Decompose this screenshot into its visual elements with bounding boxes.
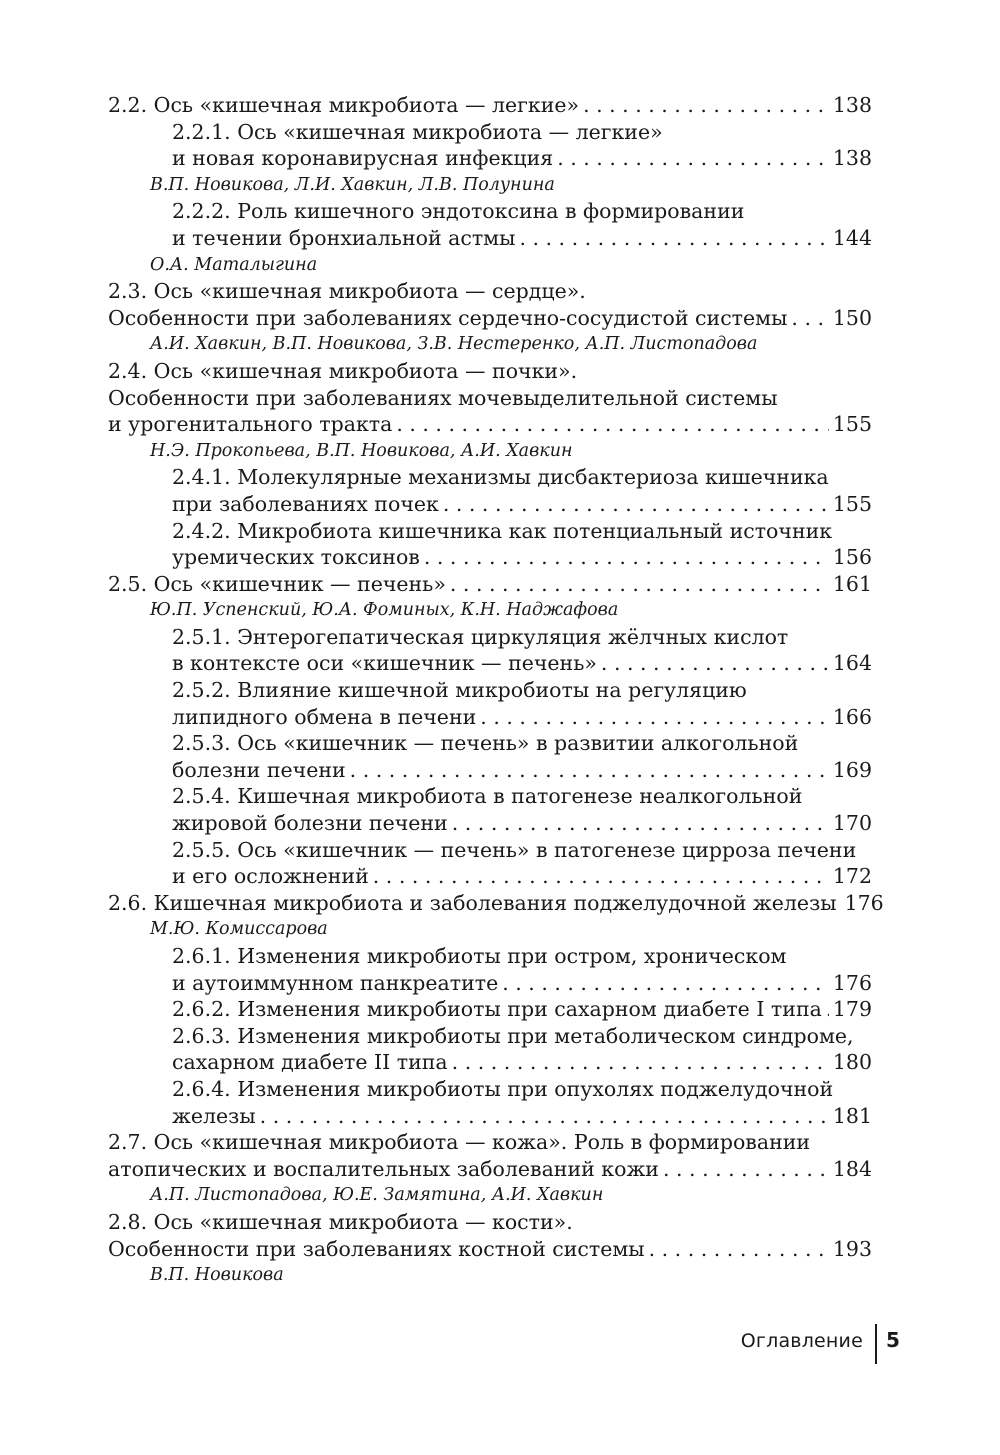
toc-line [108, 119, 872, 146]
toc-line [108, 544, 872, 571]
dot-leader [557, 145, 829, 172]
toc-line [108, 624, 872, 651]
toc-entry-title: 2.5.2. Влияние кишечной микробиоты на регуляцию [172, 678, 747, 703]
toc-entry [108, 837, 872, 890]
toc-line [108, 970, 872, 997]
toc-authors: М.Ю. Комиссарова [150, 919, 328, 940]
page-footer [0, 1324, 1000, 1364]
toc-line [108, 358, 872, 385]
toc-entry-title: атопических и воспалительных заболеваний кожи [108, 1156, 659, 1181]
dot-leader [424, 544, 829, 571]
toc-entry-title: Особенности при заболеваниях мочевыделительной системы [108, 385, 778, 410]
toc-entry [108, 783, 872, 836]
toc-entry-title: 2.4. Ось «кишечная микробиота — почки». [108, 358, 578, 383]
toc-entry-title: 2.4.2. Микробиота кишечника как потенциальный источник [172, 518, 833, 543]
dot-leader [502, 970, 829, 997]
toc-entry-title: и аутоиммунном панкреатите [172, 970, 499, 995]
toc-entry-title: железы [172, 1103, 256, 1128]
toc-entry [108, 730, 872, 783]
table-of-contents [108, 92, 884, 1289]
toc-page-number: 181 [832, 1103, 872, 1128]
toc-page-number: 155 [832, 491, 872, 516]
toc-entry-title: при заболеваниях почек [172, 491, 439, 516]
toc-entry [108, 624, 872, 677]
dot-leader [452, 1049, 829, 1076]
toc-entry-title: болезни печени [172, 757, 346, 782]
toc-page-number: 176 [832, 970, 872, 995]
toc-page-number: 172 [832, 864, 872, 889]
toc-entry [108, 571, 872, 624]
toc-entry [108, 278, 872, 358]
toc-line [108, 1209, 872, 1236]
toc-line [108, 464, 872, 491]
toc-line [108, 145, 872, 172]
toc-line [108, 890, 884, 917]
toc-entry-title: 2.5.5. Ось «кишечник — печень» в патогенезе цирроза печени [172, 837, 857, 862]
toc-line [108, 1023, 872, 1050]
toc-entry-title: 2.5.3. Ось «кишечник — печень» в развитии алкогольной [172, 731, 799, 756]
dot-leader [519, 225, 828, 252]
toc-line [108, 1129, 872, 1156]
toc-line [108, 837, 872, 864]
dot-leader [443, 491, 829, 518]
toc-line [108, 1236, 872, 1263]
toc-line [108, 943, 872, 970]
toc-line [108, 1076, 872, 1103]
toc-entry-title: и его осложнений [172, 864, 369, 889]
toc-entry [108, 996, 872, 1023]
toc-page-number: 179 [832, 997, 872, 1022]
toc-line [108, 278, 872, 305]
toc-authors: Ю.П. Успенский, Ю.А. Фоминых, К.Н. Наджафова [150, 600, 619, 621]
toc-entry-title: 2.2.2. Роль кишечного эндотоксина в формировании [172, 199, 745, 224]
dot-leader [260, 1103, 829, 1130]
toc-page-number: 138 [832, 146, 872, 171]
dot-leader [450, 571, 829, 598]
toc-page-number: 193 [832, 1236, 872, 1261]
toc-entry-title: 2.6.3. Изменения микробиоты при метаболическом синдроме, [172, 1023, 854, 1048]
toc-line [108, 996, 872, 1023]
toc-authors: В.П. Новикова [150, 1265, 284, 1286]
toc-entry [108, 943, 872, 996]
toc-page-number: 164 [832, 651, 872, 676]
toc-entry-title: 2.2.1. Ось «кишечная микробиота — легкие» [172, 119, 663, 144]
toc-page-number: 150 [832, 305, 872, 330]
toc-authors: Н.Э. Прокопьева, В.П. Новикова, А.И. Хавкин [150, 440, 573, 461]
toc-line [108, 783, 872, 810]
toc-line [108, 863, 872, 890]
dot-leader [601, 650, 829, 677]
toc-entry-title: 2.6.4. Изменения микробиоты при опухолях поджелудочной [172, 1076, 834, 1101]
dot-leader [452, 810, 829, 837]
toc-entry-title: 2.5.1. Энтерогепатическая циркуляция жёлчных кислот [172, 624, 789, 649]
toc-entry-title: 2.5. Ось «кишечник — печень» [108, 571, 446, 596]
toc-page-number: 161 [832, 571, 872, 596]
page-number: 5 [886, 1328, 900, 1352]
dot-leader [663, 1156, 829, 1183]
dot-leader [396, 411, 829, 438]
toc-line [108, 571, 872, 598]
toc-line [108, 491, 872, 518]
toc-entry [108, 518, 872, 571]
toc-line [108, 650, 872, 677]
dot-leader [480, 704, 829, 731]
toc-entry-title: и урогенитального тракта [108, 412, 393, 437]
toc-line [108, 810, 872, 837]
toc-line [108, 385, 872, 412]
toc-line [108, 518, 872, 545]
toc-entry [108, 1129, 872, 1209]
toc-entry-title: Особенности при заболеваниях костной системы [108, 1236, 645, 1261]
toc-page-number: 156 [832, 545, 872, 570]
toc-line [108, 225, 872, 252]
dot-leader [791, 305, 828, 332]
toc-page-number: 155 [832, 412, 872, 437]
toc-line [108, 1103, 872, 1130]
toc-line [108, 1049, 872, 1076]
toc-entry-title: и течении бронхиальной астмы [172, 225, 516, 250]
toc-authors: О.А. Маталыгина [150, 254, 318, 275]
toc-authors: А.И. Хавкин, В.П. Новикова, З.В. Нестеренко, А.П. Листопадова [150, 334, 758, 355]
running-footer-title: Оглавление [740, 1330, 863, 1352]
toc-entry [108, 464, 872, 517]
toc-entry-title: липидного обмена в печени [172, 704, 477, 729]
toc-entry-title: 2.7. Ось «кишечная микробиота — кожа». Роль в формировании [108, 1130, 811, 1155]
toc-entry-title: жировой болезни печени [172, 811, 448, 836]
toc-entry-title: 2.8. Ось «кишечная микробиота — кости». [108, 1209, 573, 1234]
toc-entry [108, 1076, 872, 1129]
toc-page-number: 184 [832, 1156, 872, 1181]
dot-leader [583, 92, 829, 119]
toc-entry [108, 1023, 872, 1076]
toc-page-number: 170 [832, 811, 872, 836]
toc-line [108, 677, 872, 704]
footer-divider [875, 1324, 877, 1364]
toc-page-number: 144 [832, 225, 872, 250]
toc-entry [108, 1209, 872, 1289]
toc-page-number: 176 [844, 890, 884, 915]
toc-entry-title: 2.3. Ось «кишечная микробиота — сердце». [108, 279, 586, 304]
toc-line [108, 730, 872, 757]
toc-entry [108, 677, 872, 730]
toc-line [108, 305, 872, 332]
toc-entry [108, 92, 872, 119]
toc-entry-title: 2.2. Ось «кишечная микробиота — легкие» [108, 93, 580, 117]
toc-entry-title: Особенности при заболеваниях сердечно-сосудистой системы [108, 305, 788, 330]
toc-entry-title: 2.6.2. Изменения микробиоты при сахарном диабете I типа [172, 997, 822, 1022]
toc-entry [108, 119, 872, 199]
toc-line [108, 411, 872, 438]
toc-entry [108, 890, 884, 943]
dot-leader [350, 757, 829, 784]
toc-line [108, 92, 872, 119]
toc-entry-title: в контексте оси «кишечник — печень» [172, 651, 597, 676]
toc-entry-title: уремических токсинов [172, 545, 420, 570]
toc-page-number: 138 [832, 93, 872, 117]
toc-line [108, 704, 872, 731]
toc-page-number: 180 [832, 1050, 872, 1075]
toc-entry-title: и новая коронавирусная инфекция [172, 146, 554, 171]
toc-page-number: 169 [832, 757, 872, 782]
toc-entry-title: 2.6. Кишечная микробиота и заболевания поджелудочной железы [108, 890, 837, 915]
toc-authors: В.П. Новикова, Л.И. Хавкин, Л.В. Полунина [150, 174, 555, 195]
toc-entry [108, 358, 872, 464]
toc-line [108, 1156, 872, 1183]
dot-leader [373, 863, 829, 890]
dot-leader [826, 996, 829, 1023]
toc-entry-title: 2.4.1. Молекулярные механизмы дисбактериоза кишечника [172, 465, 829, 490]
dot-leader [649, 1236, 829, 1263]
toc-entry-title: 2.5.4. Кишечная микробиота в патогенезе неалкогольной [172, 784, 803, 809]
toc-authors: А.П. Листопадова, Ю.Е. Замятина, А.И. Хавкин [150, 1185, 604, 1206]
toc-line [108, 757, 872, 784]
toc-entry [108, 198, 872, 278]
toc-entry-title: 2.6.1. Изменения микробиоты при остром, хроническом [172, 944, 787, 968]
toc-page-number: 166 [832, 704, 872, 729]
toc-entry-title: сахарном диабете II типа [172, 1050, 448, 1075]
toc-line [108, 198, 872, 225]
